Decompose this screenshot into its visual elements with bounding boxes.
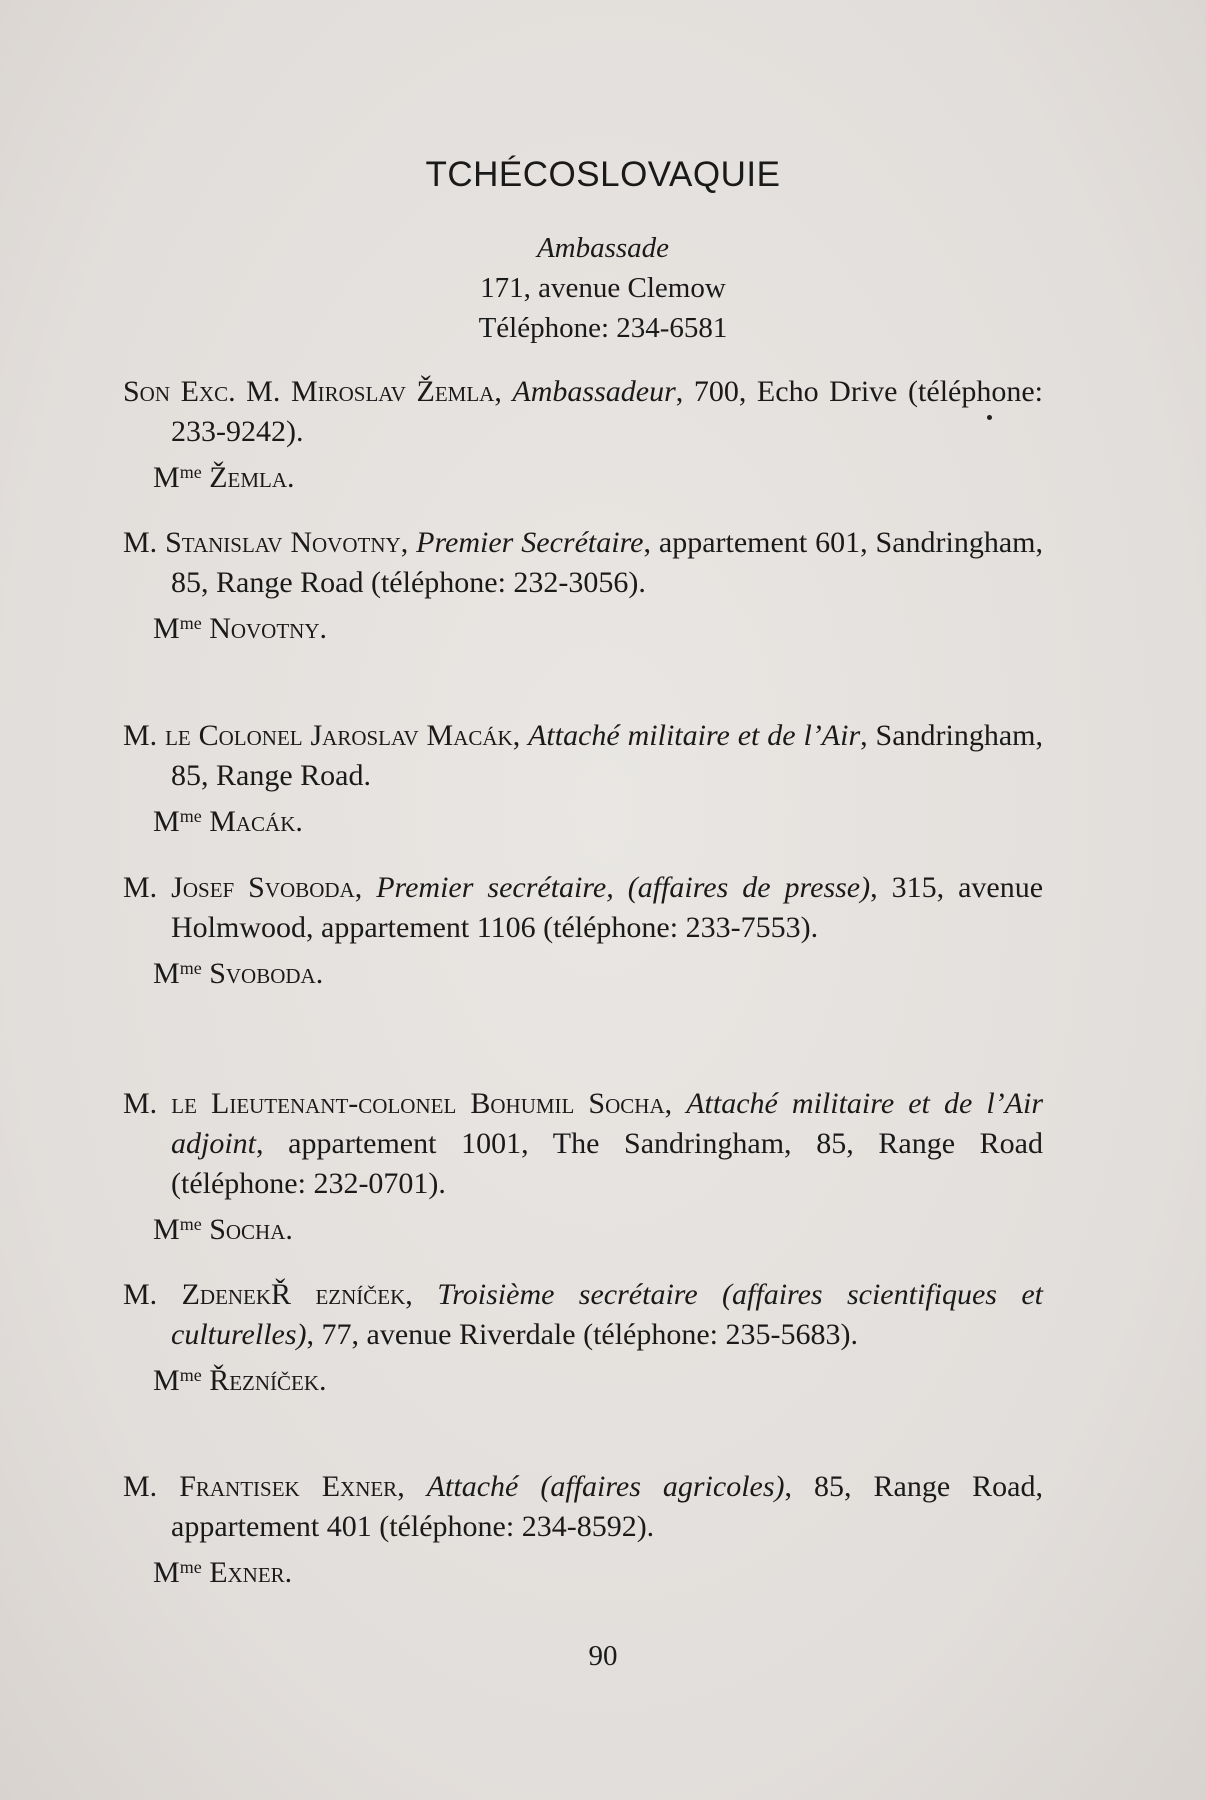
- embassy-address: 171, avenue Clemow: [480, 272, 726, 304]
- diplomat-title: Premier secrétaire, (affaires de presse): [376, 871, 871, 904]
- diplomat-entry: [123, 523, 1043, 649]
- entry-line: M. ZdenekŘ ezníček, Troisième secrétaire (affaires scientifiques et culturelles), 77, avenue Riverdale (téléphone: 235-5683).: [123, 1278, 1044, 1351]
- diplomat-name: Stanislav Novotny: [165, 526, 401, 559]
- diplomat-title: Premier Secrétaire: [416, 526, 644, 559]
- diplomat-entry: [123, 1275, 1043, 1401]
- diplomat-name: Josef Svoboda: [171, 871, 355, 904]
- entry-line: M. le Colonel Jaroslav Macák, Attaché militaire et de l’Air, Sandringham, 85, Range Road.: [123, 719, 1043, 792]
- diplomat-title: Attaché (affaires agricoles): [426, 1470, 785, 1503]
- spouse-line: $M^{me}$ Řezníček.: [153, 1364, 327, 1397]
- diplomat-title: Ambassadeur: [512, 375, 676, 408]
- diplomat-entry: [123, 868, 1043, 994]
- diplomat-entry: [123, 1084, 1043, 1250]
- diplomat-details: , 315, avenue Holmwood, appartement 1106 (téléphone: 233-7553).: [171, 871, 1044, 944]
- diplomat-name: Colonel Jaroslav Macák: [198, 719, 513, 752]
- diplomat-name: Lieutenant-colonel Bohumil Socha: [211, 1087, 665, 1120]
- diplomat-details: , appartement 1001, The Sandringham, 85, Range Road (téléphone: 232-0701).: [171, 1127, 1043, 1200]
- diplomat-details: , Sandringham, 85, Range Road.: [171, 719, 1043, 792]
- spouse-line: $M^{me}$ Žemla.: [153, 461, 295, 494]
- embassy-label: Ambassade: [536, 232, 670, 264]
- entry-line: M. Stanislav Novotny, Premier Secrétaire, appartement 601, Sandringham, 85, Range Road (téléphone: 232-3056).: [123, 526, 1044, 599]
- page-number: 90: [588, 1640, 618, 1672]
- diplomat-title: Attaché militaire et de l’Air: [528, 719, 861, 752]
- diplomat-name: Frantisek Exner: [179, 1470, 398, 1503]
- entry-line: Son Exc. M. Miroslav Žemla, Ambassadeur, 700, Echo Drive (téléphone: 233-9242).: [123, 375, 1043, 448]
- diplomat-details: , 700, Echo Drive (téléphone: 233-9242).: [171, 375, 1043, 448]
- diplomat-entry: [123, 716, 1043, 842]
- spouse-line: $M^{me}$ Socha.: [153, 1213, 293, 1246]
- embassy-telephone: Téléphone: 234-6581: [478, 312, 728, 344]
- diplomat-title: Troisième secrétaire (affaires scientifiques et culturelles): [171, 1278, 1044, 1351]
- diplomat-name: Miroslav Žemla: [290, 375, 495, 408]
- country-heading: TCHÉCOSLOVAQUIE: [425, 155, 781, 194]
- diplomat-entry: [123, 372, 1043, 498]
- spouse-line: $M^{me}$ Exner.: [153, 1556, 293, 1589]
- diplomat-entry: [123, 1467, 1043, 1593]
- diplomat-title: Attaché militaire et de l’Air adjoint: [171, 1087, 1044, 1160]
- diplomat-details: , appartement 601, Sandringham, 85, Range Road (téléphone: 232-3056).: [171, 526, 1044, 599]
- diplomat-details: , 85, Range Road, appartement 401 (téléphone: 234-8592).: [171, 1470, 1043, 1543]
- diplomat-details: , 77, avenue Riverdale (téléphone: 235-5683).: [306, 1318, 858, 1351]
- entry-line: M. le Lieutenant-colonel Bohumil Socha, Attaché militaire et de l’Air adjoint, appartement 1001, The Sandringham, 85, Range Road (téléphone: 232-0701).: [123, 1087, 1044, 1200]
- diplomat-name: ZdenekŘ ezníček: [181, 1278, 406, 1311]
- spouse-line: $M^{me}$ Novotny.: [153, 612, 328, 645]
- entry-line: M. Frantisek Exner, Attaché (affaires agricoles), 85, Range Road, appartement 401 (téléphone: 234-8592).: [123, 1470, 1043, 1543]
- spouse-line: $M^{me}$ Svoboda.: [153, 957, 324, 990]
- entry-line: M. Josef Svoboda, Premier secrétaire, (affaires de presse), 315, avenue Holmwood, appartement 1106 (téléphone: 233-7553).: [123, 871, 1044, 944]
- spouse-line: $M^{me}$ Macák.: [153, 805, 303, 838]
